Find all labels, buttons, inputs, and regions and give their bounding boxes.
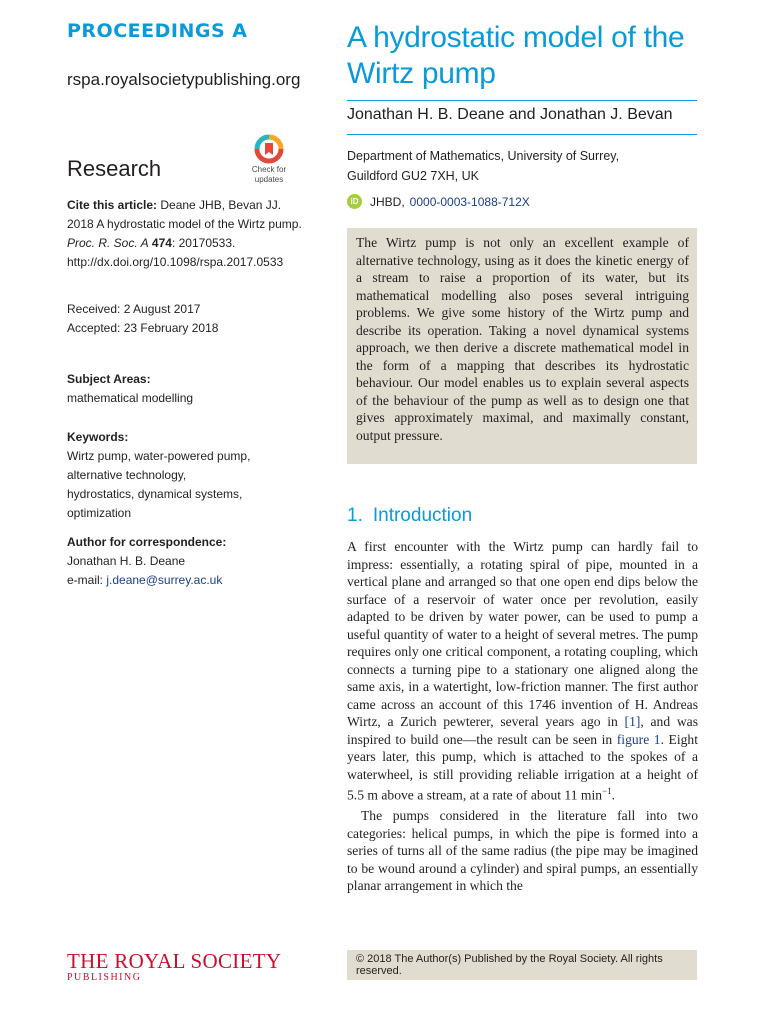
email-label: e-mail: bbox=[67, 573, 107, 587]
orcid-name: JHBD, bbox=[370, 194, 405, 209]
affiliation-line-1: Department of Mathematics, University of Surrey, bbox=[347, 149, 620, 163]
section-heading-introduction bbox=[347, 505, 472, 527]
orcid-line bbox=[347, 194, 530, 209]
section-title: Introduction bbox=[372, 505, 473, 526]
abstract-box: The Wirtz pump is not only an excellent example of alternative technology, using as it does the kinetic energy of a stream to raise a proportion of its water, but its mathematical modelling also poses several intriguing problems. We give some history of the Wirtz pump and describe its operation. Taking a novel dynamical systems approach, we then derive a discrete mathematical model in the form of a mapping that describes its hydrostatic behaviour. Our model enables us to explain several aspects of the behaviour of the pump as well as to design one that gives approximately maximal, and maximally constant, output pressure. bbox=[347, 228, 697, 464]
dates-block bbox=[67, 300, 307, 338]
check-for-updates-badge[interactable] bbox=[246, 134, 292, 184]
authors: Jonathan H. B. Deane and Jonathan J. Bevan bbox=[347, 106, 673, 123]
p1-text-b: , and was inspired to build one—the result can be seen in bbox=[347, 714, 698, 747]
cite-doi[interactable]: http://dx.doi.org/10.1098/rspa.2017.0533 bbox=[67, 255, 284, 269]
publisher-logo bbox=[67, 950, 281, 984]
keywords-block bbox=[67, 428, 252, 523]
keywords-heading: Keywords: bbox=[67, 430, 129, 444]
journal-url[interactable]: rspa.royalsocietypublishing.org bbox=[67, 70, 301, 89]
section-label: Research bbox=[67, 156, 162, 181]
cite-journal: Proc. R. Soc. A bbox=[67, 236, 149, 250]
orcid-id-link[interactable]: 0000-0003-1088-712X bbox=[409, 194, 530, 209]
check-for-updates-icon bbox=[254, 134, 284, 164]
section-number: 1. bbox=[347, 505, 363, 526]
copyright-box: © 2018 The Author(s) Published by the Royal Society. All rights reserved. bbox=[347, 950, 697, 980]
cite-text-2: : 20170533. bbox=[171, 236, 236, 250]
article-title: A hydrostatic model of the Wirtz pump bbox=[347, 21, 685, 90]
correspondence-block bbox=[67, 533, 307, 590]
subject-areas-block bbox=[67, 370, 307, 408]
paragraph-1 bbox=[347, 538, 698, 804]
figure-link-1[interactable]: figure 1 bbox=[616, 731, 661, 747]
authors-rule bbox=[347, 134, 697, 135]
p1-text-d: . bbox=[611, 787, 616, 803]
accepted-date: Accepted: 23 February 2018 bbox=[67, 321, 219, 335]
paragraph-2: The pumps considered in the literature fall into two categories: helical pumps, in which the pipe is formed into a series of turns all of the same radius (the pipe may be imagined to be wound around a cylinder) and spiral pumps, an essentially planar arrangement in which the bbox=[347, 808, 698, 894]
publisher-sub: PUBLISHING bbox=[67, 972, 142, 983]
keywords: Wirtz pump, water-powered pump, alternative technology, hydrostatics, dynamical systems, optimization bbox=[67, 449, 251, 520]
citation-block bbox=[67, 196, 307, 272]
p1-text-a: A first encounter with the Wirtz pump can hardly fail to impress: essentially, a rotating spiral of pipe, mounted in a vertical plane and arranged so that one open end dips below the surface of a reservoir of water once per revolution, easily adapted to be driven by water power, can be used to pump a useful quantity of water to a height of several metres. The pump requires only one critical component, a rotating coupling, which connects a turning pipe to a stationary one aligned along the same axis, in a watertight, low-friction manner. The first author came across an account of this 1746 invention of H. Andreas Wirtz, a Zurich pewterer, several years ago in bbox=[347, 539, 698, 729]
check-for-updates-line-1: Check for bbox=[251, 165, 287, 174]
p1-text-c: . Eight years later, this pump, which is attached to the spokes of a waterwheel, is still providing reliable irrigation at a height of 5.5 m above a stream, at a rate of about 11 min bbox=[347, 731, 698, 803]
journal-name: PROCEEDINGS A bbox=[67, 20, 248, 42]
subject-areas: mathematical modelling bbox=[67, 391, 194, 405]
received-date: Received: 2 August 2017 bbox=[67, 302, 201, 316]
p1-superscript: −1 bbox=[602, 786, 612, 796]
reference-link-1[interactable]: [1] bbox=[624, 714, 641, 729]
cite-text-1: Deane JHB, Bevan JJ. 2018 A hydrostatic model of the Wirtz pump. bbox=[67, 198, 302, 231]
check-for-updates-line-2: updates bbox=[254, 175, 284, 184]
orcid-icon: iD bbox=[347, 194, 362, 209]
affiliation-line-2: Guildford GU2 7XH, UK bbox=[347, 169, 479, 183]
correspondence-heading: Author for correspondence: bbox=[67, 535, 227, 549]
affiliation bbox=[347, 146, 697, 186]
body-text bbox=[347, 538, 698, 895]
correspondence-name: Jonathan H. B. Deane bbox=[67, 554, 186, 568]
subject-areas-heading: Subject Areas: bbox=[67, 372, 151, 386]
publisher-name: THE ROYAL SOCIETY bbox=[67, 949, 282, 973]
email-link[interactable]: j.deane@surrey.ac.uk bbox=[106, 573, 223, 587]
cite-heading: Cite this article: bbox=[67, 198, 158, 212]
title-rule bbox=[347, 100, 697, 101]
cite-volume: 474 bbox=[148, 236, 172, 250]
